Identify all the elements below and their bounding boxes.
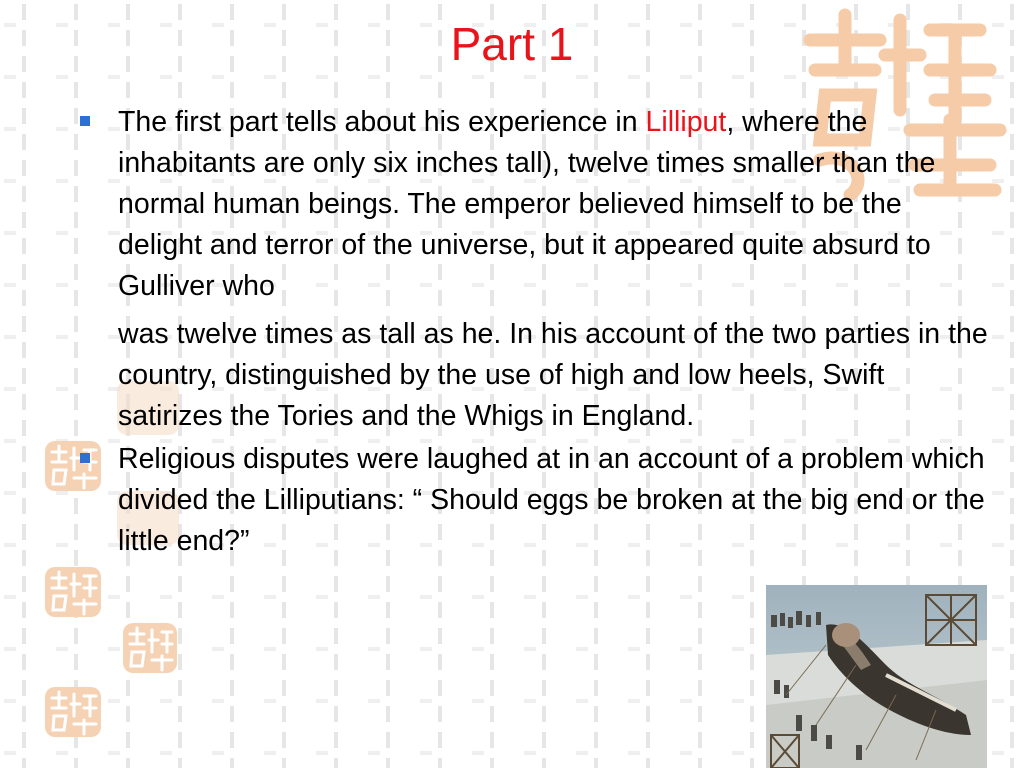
bullet-text: The first part tells about his experience in bbox=[118, 106, 646, 138]
seal-stamp-icon bbox=[44, 566, 102, 618]
square-bullet-icon bbox=[80, 453, 90, 463]
bullet-paragraph: was twelve times as tall as he. In his account of the two parties in the country, distinguished by the use of high and low heels, Swift satirizes the Tories and the Whigs in England. bbox=[118, 318, 988, 432]
bullet-paragraph bbox=[118, 102, 988, 307]
seal-stamp-icon bbox=[122, 622, 178, 674]
bullet-item-lilliput bbox=[78, 102, 988, 437]
slide-title: Part 1 bbox=[450, 18, 574, 70]
seal-stamp-icon bbox=[44, 686, 102, 738]
bullet-paragraph: Religious disputes were laughed at in an account of a problem which divided the Lilliputians: “ Should eggs be broken at the big end or the little end?” bbox=[118, 443, 985, 557]
highlight-text: Lilliput bbox=[645, 106, 727, 138]
gulliver-illustration-image bbox=[766, 585, 987, 768]
bullet-text: , where the inhabitants are only six inches tall), twelve times smaller than the normal human beings. The emperor believed himself to be the delight and terror of the universe, but it appeared quite absurd to Gulliver who bbox=[118, 106, 936, 302]
square-bullet-icon bbox=[80, 116, 90, 126]
slide-content bbox=[78, 102, 988, 562]
bullet-item-religious-disputes bbox=[78, 439, 988, 562]
